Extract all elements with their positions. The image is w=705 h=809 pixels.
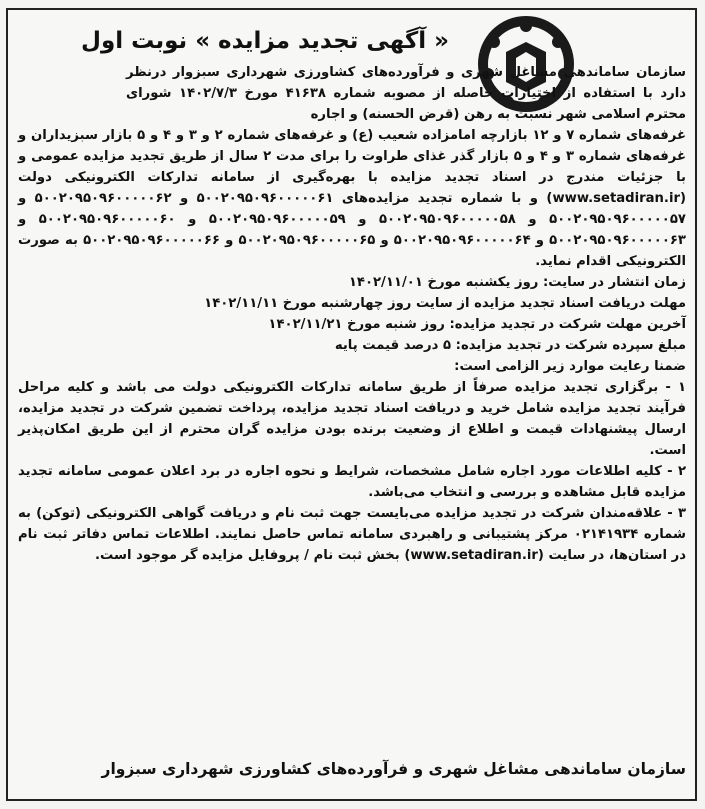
- item-2: ۲ - کلیه اطلاعات مورد اجاره شامل مشخصات، شرایط و نحوه اجاره در برد اعلان عمومی سامانه تجدید مزایده قابل مشاهده و بررسی و انتخاب می‌باشد.: [18, 464, 686, 500]
- intro-rest: غرفه‌های شماره ۷ و ۱۲ بازارچه امامزاده شعیب (ع) و غرفه‌های شماره ۲ و ۳ و ۴ و ۵ بازار سبزیداران و غرفه‌های شماره ۳ و ۴ و ۵ بازار گذر غذای طراوت را برای مدت ۲ سال از طریق تجدید مزایده عمومی و با جزئیات مندرج در اسناد تجدید مزایده با بهره‌گیری از سامانه تدارکات الکترونیکی دولت (www.setadiran.ir) و با شماره تجدید مزایده‌های ۵۰۰۲۰۹۵۰۹۶۰۰۰۰۰۶۱ و ۵۰۰۲۰۹۵۰۹۶۰۰۰۰۰۶۲ و ۵۰۰۲۰۹۵۰۹۶۰۰۰۰۰۵۷ و ۵۰۰۲۰۹۵۰۹۶۰۰۰۰۰۵۸ و ۵۰۰۲۰۹۵۰۹۶۰۰۰۰۰۵۹ و ۵۰۰۲۰۹۵۰۹۶۰۰۰۰۰۶۰ و ۵۰۰۲۰۹۵۰۹۶۰۰۰۰۰۶۳ و ۵۰۰۲۰۹۵۰۹۶۰۰۰۰۰۶۴ و ۵۰۰۲۰۹۵۰۹۶۰۰۰۰۰۶۵ و ۵۰۰۲۰۹۵۰۹۶۰۰۰۰۰۶۶ به صورت الکترونیکی اقدام نماید.: [18, 128, 687, 269]
- ad-body: [18, 62, 686, 566]
- doc-deadline: مهلت دریافت اسناد تجدید مزایده از سایت روز چهارشنبه مورخ ۱۴۰۲/۱۱/۱۱: [204, 296, 686, 311]
- item-3: ۳ - علاقه‌مندان شرکت در تجدید مزایده می‌بایست جهت ثبت نام و دریافت گواهی الکترونیکی (توکن) به شماره ۰۲۱۴۱۹۳۴ مرکز پشتیبانی و راهبردی سامانه تماس حاصل نمایند. اطلاعات تماس دفاتر ثبت نام در استان‌ها، در سایت (www.setadiran.ir) بخش ثبت نام / پروفایل مزایده گر موجود است.: [18, 506, 686, 563]
- publish-date: زمان انتشار در سایت: روز یکشنبه مورخ ۱۴۰۲/۱۱/۰۱: [348, 275, 686, 290]
- last-deadline: آخرین مهلت شرکت در تجدید مزایده: روز شنبه مورخ ۱۴۰۲/۱۱/۲۱: [268, 317, 686, 332]
- ad-footer: سازمان ساماندهی مشاغل شهری و فرآورده‌های کشاورزی شهرداری سبزوار: [101, 760, 686, 778]
- intro-lead: سازمان ساماندهی مشاغل شهری و فرآورده‌های کشاورزی شهرداری سبزوار درنظر دارد با استفاده از اختیارات حاصله از مصوبه شماره ۴۱۶۳۸ مورخ ۱۴۰۲/۷/۳ شورای محترم اسلامی شهر نسبت به رهن (قرض الحسنه) و اجاره: [126, 65, 687, 122]
- ad-title: « آگهی تجدید مزایده » نوبت اول: [81, 28, 449, 54]
- item-1: ۱ - برگزاری تجدید مزایده صرفاً از طریق سامانه تدارکات الکترونیکی دولت می باشد و کلیه مراحل فرآیند تجدید مزایده شامل خرید و دریافت اسناد تجدید مزایده، پرداخت تضمین شرکت در تجدید مزایده، ارسال پیشنهادات قیمت و اطلاع از وضعیت برنده بودن مزایده گران محترم از این طریق امکان‌پذیر است.: [18, 380, 686, 458]
- deposit: مبلغ سپرده شرکت در تجدید مزایده: ۵ درصد قیمت پایه: [334, 338, 686, 353]
- mandatory-note: ضمنا رعایت موارد زیر الزامی است:: [454, 359, 686, 374]
